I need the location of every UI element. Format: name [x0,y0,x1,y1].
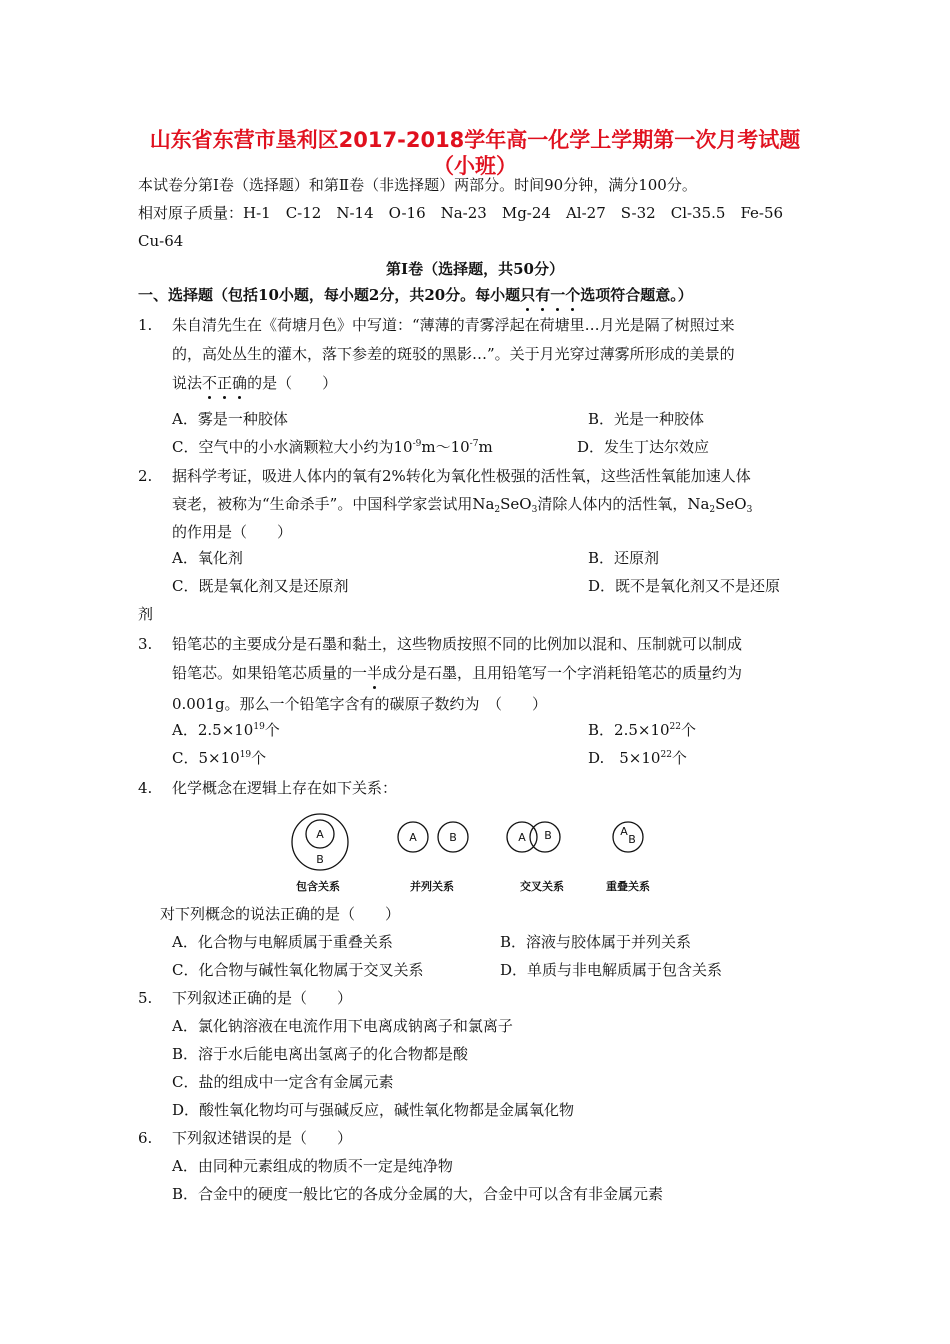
part1-heading [138,285,693,305]
q3-a-b: 个 [264,721,280,739]
q3-option-c [172,748,266,768]
q4-stem: 对下列概念的说法正确的是（ ） [160,905,401,923]
q3-c-exp: 19 [239,750,252,760]
label-overlap: 重叠关系 [606,880,650,893]
q1-c-c: m [478,438,493,456]
containment-letter-a: A [316,828,324,841]
q3-option-d [588,748,687,768]
q1-emphasis-char-2: 确 [232,374,248,392]
exam-title-sub: （小班） [433,154,517,178]
q4-option-d: D．单质与非电解质属于包含关系 [500,961,723,979]
q1-c-exp2: -7 [469,439,479,449]
intro-line-2: 相对原子质量：H-1 C-12 N-14 O-16 Na-23 Mg-24 Al-27 S-32 Cl-35.5 Fe-56 [138,204,784,222]
q1-line-3 [172,373,337,393]
q2-line-3: 的作用是（ ） [172,523,293,541]
q1-option-b: B．光是一种胶体 [588,410,705,428]
q2-number: 2. [138,467,153,485]
q1-option-a: A．雾是一种胶体 [172,410,288,428]
q3-emphasis: 半 [367,664,383,682]
q2-line-2 [172,494,752,514]
q1-line-3b: 的是（ ） [247,374,338,392]
q1-c-exp1: -9 [412,439,422,449]
exam-title: 山东省东营市垦利区2017-2018学年高一化学上学期第一次月考试题 [149,128,801,152]
label-parallel: 并列关系 [410,880,454,893]
label-cross: 交叉关系 [520,880,564,893]
q4-option-b: B．溶液与胶体属于并列关系 [500,933,692,951]
q5-option-c: C．盐的组成中一定含有金属元素 [172,1073,394,1091]
cross-letter-a: A [518,831,526,844]
overlap-letter-a: A [620,825,628,838]
part1-heading-emphasis-char-2: 一 [550,286,566,304]
q1-option-c [172,437,493,457]
q4-line-1: 化学概念在逻辑上存在如下关系： [172,779,398,797]
label-containment: 包含关系 [296,880,340,893]
q3-d-a: D. 5×10 [588,749,661,767]
q3-l2b: 成分是石墨，且用铅笔写一个字消耗铅笔芯的质量约为 [382,664,743,682]
q1-line-2: 的，高处丛生的灌木，落下参差的斑驳的黑影…”。关于月光穿过薄雾所形成的美景的 [172,345,735,363]
q2-option-a: A．氧化剂 [172,549,243,567]
q2-sub2: 3 [531,505,538,515]
q4-option-c: C．化合物与碱性氧化物属于交叉关系 [172,961,424,979]
q1-option-d: D．发生丁达尔效应 [577,438,710,456]
q5-number: 5. [138,989,153,1007]
q3-line-3: 0.001g。那么一个铅笔字含有的碳原子数约为 （ ） [172,695,548,713]
q3-l2a: 铅笔芯。如果铅笔芯质量的一 [172,664,368,682]
q5-option-a: A．氯化钠溶液在电流作用下电离成钠离子和氯离子 [172,1017,513,1035]
parallel-letter-b: B [449,831,457,844]
q2-option-d-wrap: 剂 [138,605,154,623]
intro-line-1: 本试卷分第Ⅰ卷（选择题）和第Ⅱ卷（非选择题）两部分。时间90分钟，满分100分。 [138,176,697,194]
q3-option-b [588,720,696,740]
q2-sub4: 3 [746,505,753,515]
q3-option-a [172,720,280,740]
q1-line-3a: 说法 [172,374,203,392]
q2-option-c: C．既是氧化剂又是还原剂 [172,577,349,595]
q1-line-1: 朱自清先生在《荷塘月色》中写道：“薄薄的青雾浮起在荷塘里…月光是隔了树照过来 [172,316,735,334]
q1-number: 1. [138,316,153,334]
part1-heading-emphasis [520,286,580,304]
q3-b-b: 个 [681,721,697,739]
q5-option-d: D．酸性氧化物均可与强碱反应，碱性氧化物都是金属氧化物 [172,1101,575,1119]
q2-sub3: 2 [709,505,716,515]
parallel-letter-a: A [409,831,417,844]
q3-b-exp: 22 [669,722,681,732]
q1-c-b: m～10 [421,438,470,456]
q1-emphasis-char-1: 正 [217,374,233,392]
q2-l2d: SeO [715,495,747,513]
part1-heading-b: 选项符合题意。） [580,286,693,304]
q6-option-a: A．由同种元素组成的物质不一定是纯净物 [172,1157,453,1175]
q2-option-d: D．既不是氧化剂又不是还原 [588,577,781,595]
q2-l2b: SeO [500,495,532,513]
q3-c-b: 个 [251,749,267,767]
q3-line-1: 铅笔芯的主要成分是石墨和黏土，这些物质按照不同的比例加以混和、压制就可以制成 [172,635,743,653]
q1-emphasis-char-0: 不 [202,374,218,392]
q3-d-b: 个 [671,749,687,767]
q3-d-exp: 22 [660,750,672,760]
q6-number: 6. [138,1129,153,1147]
q4-option-a: A．化合物与电解质属于重叠关系 [172,933,393,951]
containment-letter-b: B [316,853,324,866]
q1-emphasis [202,374,247,392]
part1-heading-a: 一、选择题（包括10小题，每小题2分，共20分。每小题 [138,286,521,304]
relation-diagram [282,808,662,878]
intro-line-3: Cu-64 [138,232,184,250]
q3-line-2 [172,663,742,683]
q3-a-exp: 19 [253,722,265,732]
q2-l2c: 清除人体内的活性氧，Na [537,495,710,513]
q6-option-b: B．合金中的硬度一般比它的各成分金属的大，合金中可以含有非金属元素 [172,1185,664,1203]
q5-stem: 下列叙述正确的是（ ） [172,989,353,1007]
part1-heading-emphasis-char-3: 个 [565,286,581,304]
q5-option-b: B．溶于水后能电离出氢离子的化合物都是酸 [172,1045,469,1063]
diagram-shapes [292,814,643,870]
part1-heading-emphasis-char-0: 只 [520,286,536,304]
q2-sub1: 2 [494,505,501,515]
q3-a-a: A．2.5×10 [172,721,254,739]
q3-c-a: C．5×10 [172,749,240,767]
section-title: 第Ⅰ卷（选择题，共50分） [386,260,564,278]
q2-option-b: B．还原剂 [588,549,660,567]
q2-l2a: 衰老，被称为“生命杀手”。中国科学家尝试用Na [172,495,495,513]
part1-heading-emphasis-char-1: 有 [535,286,551,304]
q3-number: 3. [138,635,153,653]
q6-stem: 下列叙述错误的是（ ） [172,1129,353,1147]
q4-number: 4. [138,779,153,797]
q1-c-a: C．空气中的小水滴颗粒大小约为10 [172,438,413,456]
overlap-letter-b: B [628,833,636,846]
q2-line-1: 据科学考证，吸进人体内的氧有2%转化为氧化性极强的活性氧，这些活性氧能加速人体 [172,467,751,485]
q3-b-a: B．2.5×10 [588,721,670,739]
cross-letter-b: B [544,829,552,842]
